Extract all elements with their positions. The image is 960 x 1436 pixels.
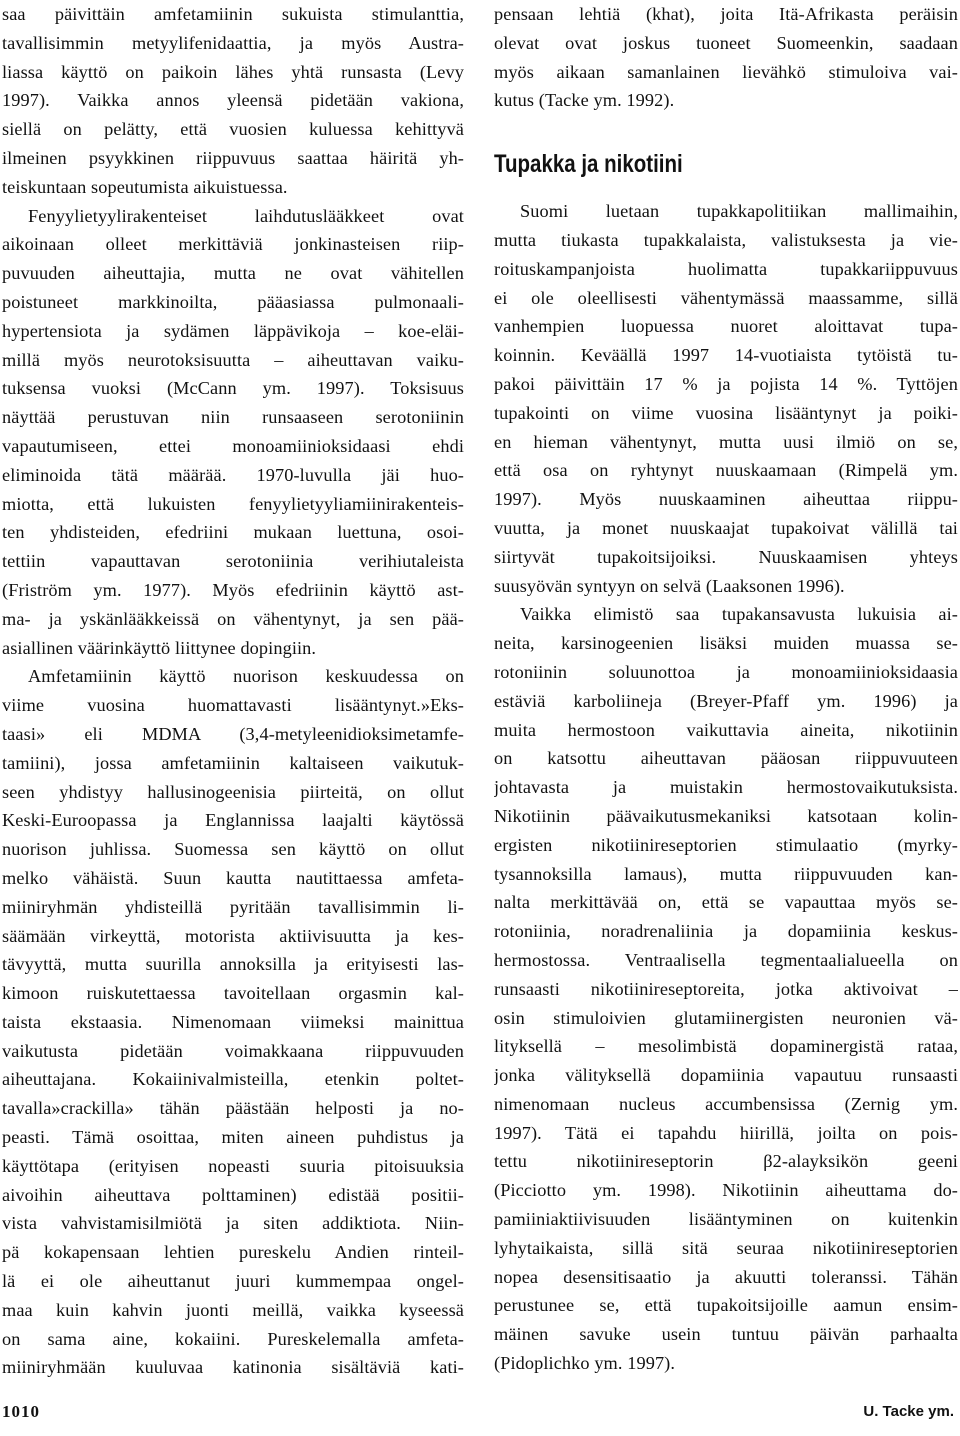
text-line: tavallisimmin metyylifenidaattia, ja myös Austra- — [2, 32, 464, 53]
text-line: nopea desensitisaatio ja akuutti toleranssi. Tähän — [494, 1266, 958, 1287]
text-line: Suomi luetaan tupakkapolitiikan mallimaihin, — [520, 201, 958, 222]
text-line: käyttötapa (erityisen nopeasti suuria pitoisuuksia — [2, 1155, 464, 1176]
text-line: (Pidoplichko ym. 1997). — [494, 1353, 676, 1374]
text-line: perustunee se, että tupakoitsijoille aamun ensim- — [494, 1295, 958, 1316]
text-line: pamiiniaktiivisuuden lisääntyminen on kuitenkin — [494, 1209, 958, 1230]
text-line: siellä on pelätty, että vuosien kuluessa kehittyvä — [2, 119, 464, 140]
text-line: liassa käyttö on paikoin lähes yhtä runsasta (Levy — [2, 61, 464, 82]
right-column — [494, 0, 958, 1378]
text-line: Amfetamiinin käyttö nuorison keskuudessa on — [28, 666, 464, 687]
text-line: peasti. Tämä osoittaa, miten aineen puhdistus ja — [2, 1127, 464, 1148]
text-line: maa kuin kahvin juonti meillä, vaikka kyseessä — [2, 1299, 464, 1320]
text-line: pakoi päivittäin 17 % ja pojista 14 %. Tyttöjen — [494, 373, 958, 394]
text-line: Nikotiinin päävaikutusmekaniksi katsotaan kolin- — [494, 805, 958, 826]
text-line: (Picciotto ym. 1998). Nikotiinin aiheuttama do- — [494, 1180, 958, 1201]
text-line: olevat ovat joskus tuoneet Suomeenkin, saadaan — [494, 32, 958, 53]
text-line: vista vahvistamisilmiötä ja siten addiktiota. Niin- — [2, 1213, 464, 1234]
text-line: miiniryhmän yhdisteillä pyritään tavallisimmin li- — [2, 896, 464, 917]
page-number: 1010 — [2, 1402, 40, 1421]
text-line: kutus (Tacke ym. 1992). — [494, 90, 675, 111]
text-line: viime vuosina huomattavasti lisääntynyt.»Eks- — [2, 695, 464, 716]
text-line: taista ekstaasia. Nimenomaan viimeksi mainittua — [2, 1011, 464, 1032]
text-line: Vaikka elimistö saa tupakansavusta lukuisia ai- — [520, 604, 958, 625]
paragraph — [494, 197, 958, 600]
text-line: suusyövän syntyyn on selvä (Laaksonen 1996). — [494, 575, 845, 596]
text-line: 1997). Tätä ei tapahdu hiirillä, joilta on pois- — [494, 1122, 958, 1143]
text-line: tettiin vapauttavan serotoniinia verihiutaleista — [2, 551, 464, 572]
text-line: ilmeinen psyykkinen riippuvuus saattaa häiritä yh- — [2, 147, 464, 168]
text-line: tävyyttä, mutta suurilla annoksilla ja erityisesti las- — [2, 954, 464, 975]
text-line: tuksensa vuoksi (McCann ym. 1997). Toksisuus — [2, 378, 464, 399]
text-line: miiniryhmään kuuluvaa katinonia sisältäviä kati- — [2, 1357, 464, 1378]
text-line: vaikutusta pidetään voimakkaana riippuvuuden — [2, 1040, 464, 1061]
text-line: näyttää perustuvan niin runsaaseen serotoniinin — [2, 407, 464, 428]
text-line: melko vähäistä. Suun kautta nautittaessa amfeta- — [2, 867, 464, 888]
text-line: vanhempien luopuessa nuoret aloittavat tupa- — [494, 316, 958, 337]
text-line: ergisten nikotiinireseptorien stimulaatio (myrky- — [494, 834, 958, 855]
text-line: poistuneet markkinoilta, pääasiassa pulmonaali- — [2, 291, 464, 312]
text-line: kimoon ruiskutettaessa tavoitellaan orgasmin kal- — [2, 983, 464, 1004]
section-heading: Tupakka ja nikotiini — [494, 150, 683, 179]
text-line: tysannoksilla lamaus), mutta riippuvuuden kan- — [494, 863, 958, 884]
text-line: vapautumiseen, ettei monoamiinioksidaasi ehdi — [2, 435, 464, 456]
text-line: miotta, että lukuisten fenyylietyyliamiinirakenteis- — [2, 493, 464, 514]
text-line: säämään virkeyttä, motorista aktiivisuutta ja kes- — [2, 925, 464, 946]
text-line: vuutta, ja monet nuuskaajat tupakoivat välillä tai — [494, 517, 958, 538]
paragraph — [2, 662, 464, 1382]
text-line: koinnin. Keväällä 1997 14-vuotiaista tytöistä tu- — [494, 345, 958, 366]
text-line: saa päivittäin amfetamiinin sukuista stimulanttia, — [2, 4, 464, 24]
text-line: siirtyvät tupakoitsijoiksi. Nuuskaamisen yhteys — [494, 546, 958, 567]
text-line: 1997). Myös nuuskaaminen aiheuttaa riippu- — [494, 489, 958, 510]
text-line: runsaasti nikotiinireseptoreita, jotka aktivoivat – — [494, 978, 958, 999]
text-line: lä ei ole aiheuttanut juuri kummempaa ongel- — [2, 1271, 464, 1292]
text-line: aivoihin aiheuttava polttaminen) edistää positii- — [2, 1184, 464, 1205]
text-line: myös aikaan samanlainen lievähkö stimuloiva vai- — [494, 61, 958, 82]
text-line: osin stimuloivien glutamiinergisten neuronien vä- — [494, 1007, 958, 1028]
text-line: neita, karsinogeenien lisäksi muiden muassa se- — [494, 633, 958, 654]
text-line: että osa on ryhtynyt nuuskaamaan (Rimpelä ym. — [494, 460, 958, 481]
text-line: johtavasta ja muistakin hermostovaikutuksista. — [494, 777, 958, 798]
text-line: nalta merkittävää on, että se vapauttaa myös se- — [494, 892, 958, 913]
text-line: nuorison juhlissa. Suomessa sen käyttö on ollut — [2, 839, 464, 860]
text-line: ma- ja yskänlääkkeissä on vähentynyt, ja sen pää- — [2, 608, 464, 629]
paragraph — [2, 202, 464, 663]
text-line: tettu nikotiinireseptorin β2-alayksikön geeni — [494, 1151, 958, 1172]
text-line: en hieman vähentynyt, mutta uusi ilmiö on se, — [494, 431, 958, 452]
text-line: Fenyylietyylirakenteiset laihdutuslääkkeet ovat — [28, 205, 464, 226]
paragraph — [2, 0, 464, 202]
text-line: mutta tiukasta tupakkalaista, valistuksesta ja vie- — [494, 229, 958, 250]
text-line: hypertensiota ja sydämen läppävikoja – koe-eläi- — [2, 320, 464, 341]
text-line: nimenomaan nucleus accumbensissa (Zernig ym. — [494, 1093, 958, 1114]
text-line: on katsottu aiheuttavan pääosan riippuvuuteen — [494, 748, 958, 769]
text-line: lityksellä – mesolimbistä dopaminergistä rataa, — [494, 1036, 958, 1057]
text-line: aiheuttajana. Kokaiinivalmisteilla, etenkin poltet- — [2, 1069, 464, 1090]
text-line: millä myös neurotoksisuutta – aiheuttavan vaiku- — [2, 349, 464, 370]
left-column — [2, 0, 464, 1382]
text-line: ei ole oleellisesti vähentymässä maassamme, sillä — [494, 287, 958, 308]
paragraph — [494, 600, 958, 1378]
text-line: seen yhdistyy hallusinogeenisia piirteitä, on ollut — [2, 781, 464, 802]
text-line: muita hermostoon vaikuttavia aineita, nikotiinin — [494, 719, 958, 740]
text-line: Keski-Euroopassa ja Englannissa laajalti käytössä — [2, 810, 464, 831]
text-line: hermostossa. Ventraalisella tegmentaalialueella on — [494, 949, 958, 970]
text-line: aikoinaan olleet merkittäviä jonkinasteisen riip- — [2, 234, 464, 255]
text-line: ten yhdisteiden, efedriini mukaan luettuna, osoi- — [2, 522, 464, 543]
text-line: tupakointi on viime vuosina lisääntynyt ja poiki- — [494, 402, 958, 423]
text-line: (Friström ym. 1977). Myös efedriinin käyttö ast- — [2, 579, 464, 600]
text-line: pä kokapensaan lehtien pureskelu Andien rinteil- — [2, 1242, 464, 1263]
text-line: tamiini), jossa amfetamiinin kaltaiseen vaikutuk- — [2, 752, 464, 773]
text-line: eliminoida tätä määrää. 1970-luvulla jäi huo- — [2, 464, 464, 485]
text-line: tavalla»crackilla» tähän päästään helposti ja no- — [2, 1098, 464, 1119]
paragraph — [494, 0, 958, 115]
text-line: taasi» eli MDMA (3,4-metyleenidioksimetamfe- — [2, 723, 464, 744]
text-line: jonka välityksellä dopamiinia vapautuu runsaasti — [494, 1065, 958, 1086]
text-line: puvuuden aiheuttajia, mutta ne ovat vähitellen — [2, 263, 464, 284]
text-line: teiskuntaan sopeutumista aikuistuessa. — [2, 176, 288, 197]
running-footer-author: U. Tacke ym. — [863, 1403, 954, 1420]
text-line: mäinen savuke usein tuntuu päivän parhaalta — [494, 1324, 958, 1345]
text-line: on sama aine, kokaiini. Pureskelemalla amfeta- — [2, 1328, 464, 1349]
text-line: rotoniinin soluunottoa ja monoamiinioksidaasia — [494, 661, 958, 682]
text-line: estäviä karboliineja (Breyer-Pfaff ym. 1996) ja — [494, 690, 958, 711]
text-line: lyhytaikaista, sillä sitä seuraa nikotiinireseptorien — [494, 1237, 958, 1258]
text-line: roituskampanjoista huolimatta tupakkariippuvuus — [494, 258, 958, 279]
text-line: pensaan lehtiä (khat), joita Itä-Afrikasta peräisin — [494, 4, 958, 24]
text-line: asiallinen väärinkäyttö liittynee dopingiin. — [2, 637, 317, 658]
text-line: 1997). Vaikka annos yleensä pidetään vakiona, — [2, 90, 464, 111]
text-line: rotoniinia, noradrenaliinia ja dopamiinia keskus- — [494, 921, 958, 942]
